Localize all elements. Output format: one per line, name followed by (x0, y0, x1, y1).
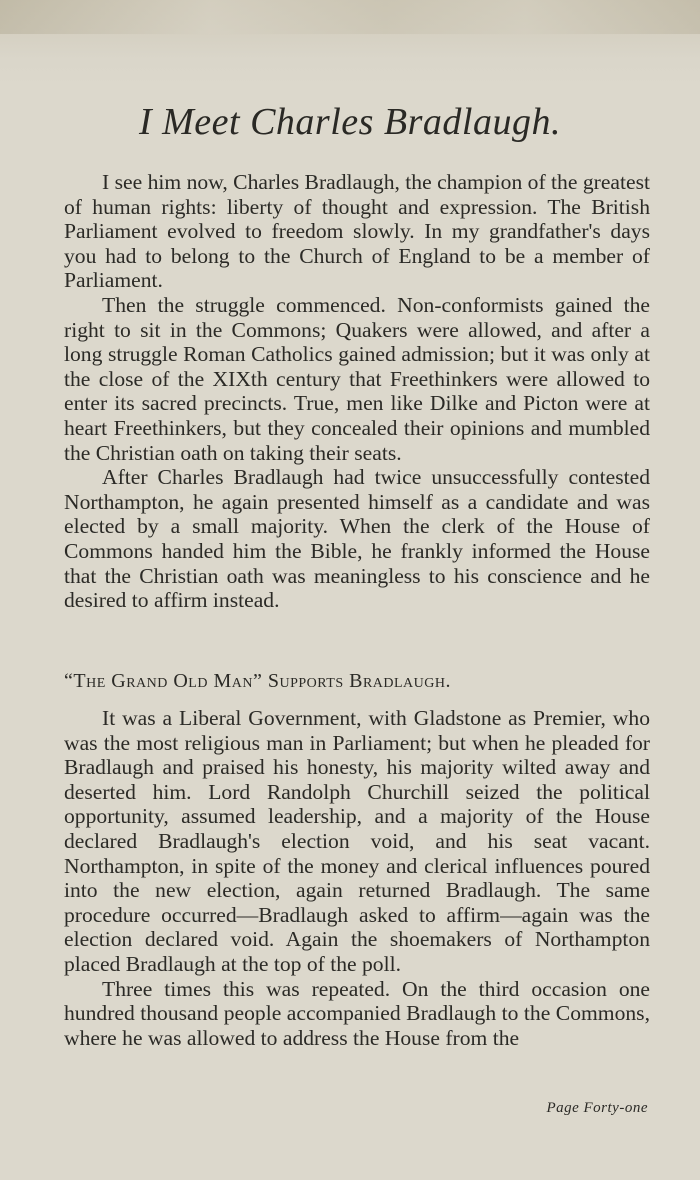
body-text-section-1 (64, 170, 650, 613)
paragraph: After Charles Bradlaugh had twice unsuccessfully contested Northampton, he again presented himself as a candidate and was elected by a small majority. When the clerk of the House of Commons handed him the Bible, he frankly informed the House that the Christian oath was meaningless to his conscience and he desired to affirm instead. (64, 465, 650, 613)
paragraph: Then the struggle commenced. Non-conformists gained the right to sit in the Commons; Quakers were allowed, and after a long struggle Roman Catholics gained admission; but it was only at the close of the XIXth century that Freethinkers were allowed to enter its sacred precincts. True, men like Dilke and Picton were at heart Freethinkers, but they concealed their opinions and mumbled the Christian oath on taking their seats. (64, 292, 650, 465)
section-heading: “The Grand Old Man” Supports Bradlaugh. (64, 670, 451, 692)
paragraph: I see him now, Charles Bradlaugh, the champion of the greatest of human rights: liberty of thought and expression. The British Parliament evolved to freedom slowly. In my grandfather's days you had to belong to the Church of England to be a member of Parliament. (64, 170, 650, 293)
paragraph: It was a Liberal Government, with Gladstone as Premier, who was the most religious man in Parliament; but when he pleaded for Bradlaugh and praised his honesty, his majority wilted away and deserted him. Lord Randolph Churchill seized the political opportunity, assumed leadership, and a majority of the House declared Bradlaugh's election void, and his seat vacant. Northampton, in spite of the money and clerical influences poured into the new election, again returned Bradlaugh. The same procedure occurred—Bradlaugh asked to affirm—again was the election declared void. Again the shoemakers of Northampton placed Bradlaugh at the top of the poll. (64, 706, 650, 976)
page-title: I Meet Charles Bradlaugh. (138, 101, 561, 143)
page-top-edge (0, 0, 700, 34)
paragraph: Three times this was repeated. On the third occasion one hundred thousand people accompanied Bradlaugh to the Commons, where he was allowed to address the House from the (64, 976, 650, 1050)
body-text-section-2 (64, 706, 650, 1050)
page-number: Page Forty-one (546, 1100, 648, 1116)
